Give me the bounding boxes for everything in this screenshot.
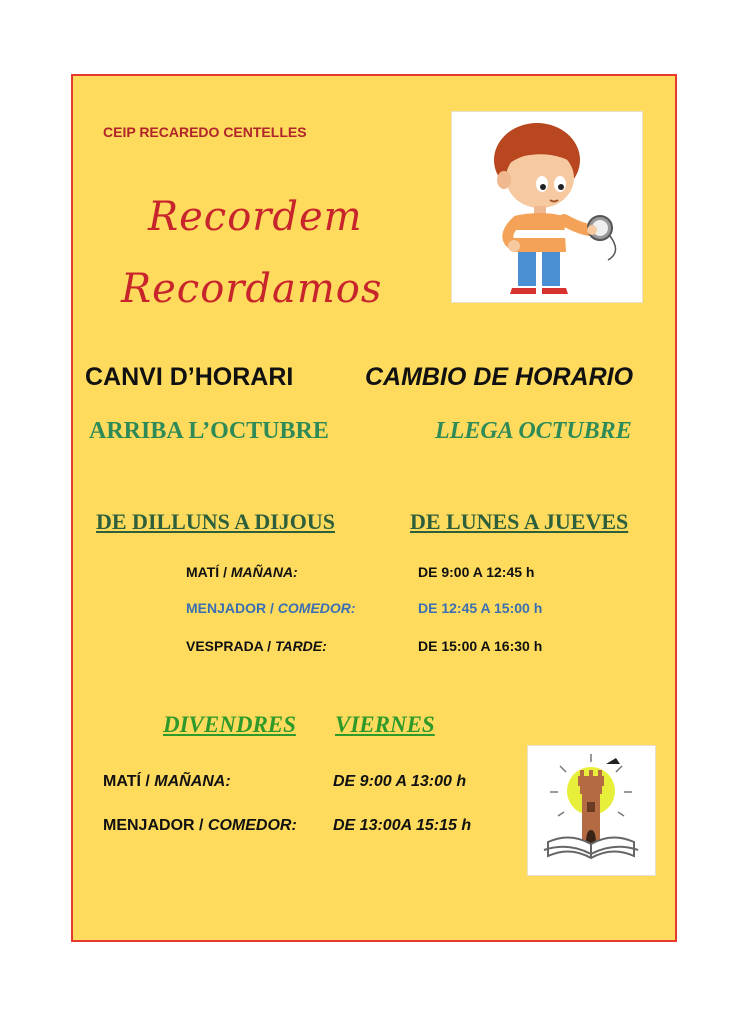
boy-with-stopwatch-illustration bbox=[451, 111, 643, 303]
headline-catalan: CANVI D’HORARI bbox=[85, 363, 294, 391]
school-name: CEIP RECAREDO CENTELLES bbox=[103, 124, 307, 140]
tower-book-lightbulb-logo bbox=[527, 745, 656, 876]
schedule-label bbox=[186, 600, 356, 616]
friday-heading-catalan: DIVENDRES bbox=[163, 712, 296, 737]
schedule-label bbox=[103, 817, 297, 835]
label-spanish: COMEDOR: bbox=[207, 817, 297, 834]
title-spanish: Recordamos bbox=[121, 266, 383, 312]
friday-heading-spanish: VIERNES bbox=[335, 712, 435, 737]
weekdays-heading-catalan: DE DILLUNS A DIJOUS bbox=[96, 509, 336, 534]
label-catalan: MATÍ / bbox=[186, 564, 231, 580]
label-spanish: MAÑANA: bbox=[154, 773, 231, 790]
schedule-label bbox=[186, 638, 327, 654]
schedule-time: DE 15:00 A 16:30 h bbox=[418, 638, 543, 654]
schedule-time: DE 9:00 A 12:45 h bbox=[418, 564, 535, 580]
poster bbox=[71, 74, 677, 942]
schedule-time: DE 13:00A 15:15 h bbox=[333, 817, 472, 834]
schedule-label bbox=[103, 773, 231, 791]
label-spanish: COMEDOR: bbox=[277, 600, 356, 616]
schedule-label bbox=[186, 564, 298, 580]
weekdays-heading-spanish: DE LUNES A JUEVES bbox=[410, 509, 629, 534]
schedule-time: DE 9:00 A 13:00 h bbox=[333, 773, 467, 790]
label-spanish: TARDE: bbox=[274, 638, 327, 654]
label-catalan: VESPRADA / bbox=[186, 638, 275, 654]
title-catalan: Recordem bbox=[148, 194, 363, 240]
label-catalan: MATÍ / bbox=[103, 773, 155, 790]
schedule-time: DE 12:45 A 15:00 h bbox=[418, 600, 543, 616]
label-catalan: MENJADOR / bbox=[103, 817, 208, 834]
headline-spanish: CAMBIO DE HORARIO bbox=[365, 363, 634, 391]
subtitle-catalan: ARRIBA L’OCTUBRE bbox=[89, 418, 329, 444]
subtitle-spanish: LLEGA OCTUBRE bbox=[435, 418, 632, 444]
label-spanish: MAÑANA: bbox=[230, 564, 298, 580]
label-catalan: MENJADOR / bbox=[186, 600, 278, 616]
